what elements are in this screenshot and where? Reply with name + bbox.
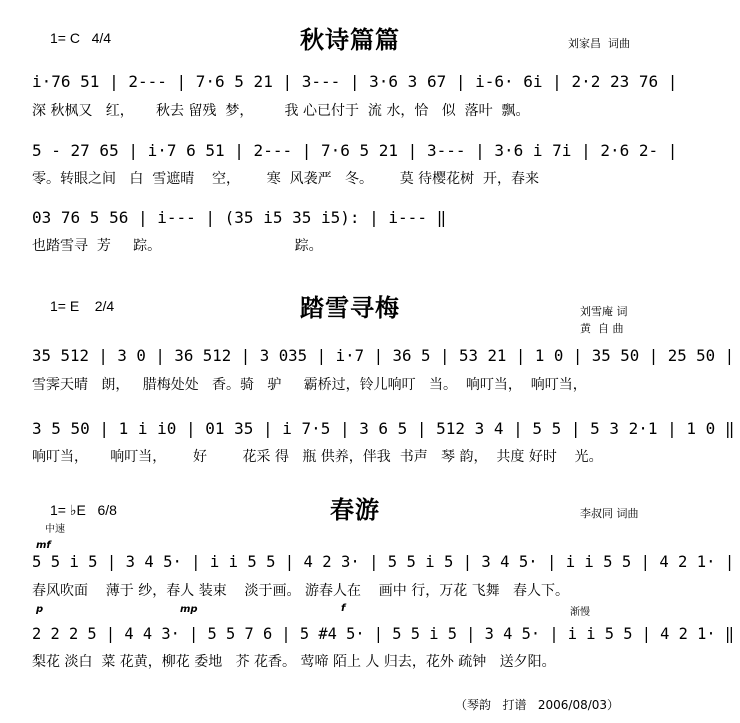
song1-row1-lyrics: 深 秋枫又 红， 秋去 留残 梦， 我 心已付于 流 水，恰 似 落叶 飘。	[32, 103, 530, 119]
song1-row3-notes: 03 76 5 56 | i--- | (35 i5 35 i5): | i--- ‖	[32, 208, 447, 227]
song2-key: 1= E 2/4	[50, 298, 115, 314]
song3-row1-notes: 5 5 i 5 | 3 4 5· | i i 5 5 | 4 2 3· | 5 5 i 5 | 3 4 5· | i i 5 5 | 4 2 1· |	[32, 552, 735, 571]
song3-title: 春游	[330, 496, 380, 524]
song3-credit: 李叔同 词曲	[580, 507, 639, 520]
song2-credit-lyrics: 刘雪庵 词	[580, 305, 628, 318]
song1-row3-lyrics: 也踏雪寻 芳 踪。 踪。	[32, 238, 323, 254]
song3-row2-lyrics: 梨花 淡白 菜 花黄，柳花 委地 芥 花香。 莺啼 陌上 人 归去，花外 疏钟 送夕阳。	[32, 654, 556, 670]
dynamic-rit: 渐慢	[570, 607, 590, 618]
song3-row1-lyrics: 春风吹面 薄于 纱，春人 装束 淡于画。 游春人在 画中 行，万花 飞舞 春人下。	[32, 583, 570, 599]
song1-row2-lyrics: 零。转眼之间 白 雪遮晴 空， 寒 风袭严 冬。 莫 待樱花树 开，春来	[32, 171, 540, 187]
dynamic-mp: mp	[180, 604, 198, 615]
song1-row2-notes: 5 - 27 65 | i·7 6 51 | 2--- | 7·6 5 21 | 3--- | 3·6 i 7i | 2·6 2- |	[32, 141, 678, 160]
song2-row1-lyrics: 雪霁天晴 朗， 腊梅处处 香。骑 驴 霸桥过，铃儿响叮 当。 响叮当， 响叮当，	[32, 377, 587, 393]
song2-row2-notes: 3 5 50 | 1 i i0 | 01 35 | i 7·5 | 3 6 5 | 512 3 4 | 5 5 | 5 3 2·1 | 1 0 ‖	[32, 419, 735, 438]
dynamic-f: f	[341, 603, 346, 614]
song1-key: 1= C 4/4	[50, 30, 112, 46]
dynamic-mf: mf	[36, 540, 51, 551]
song3-key: 1= ♭E 6/8	[50, 502, 117, 518]
song3-row2-notes: 2 2 2 5 | 4 4 3· | 5 5 7 6 | 5 #4 5· | 5 5 i 5 | 3 4 5· | i i 5 5 | 4 2 1· ‖	[32, 624, 735, 643]
song2-title: 踏雪寻梅	[300, 294, 400, 322]
song1-row1-notes: i·76 51 | 2--- | 7·6 5 21 | 3--- | 3·6 3 67 | i-6· 6i | 2·2 23 76 |	[32, 72, 678, 91]
song2-credit-music: 黄 自 曲	[580, 322, 624, 335]
song2-row1-notes: 35 512 | 3 0 | 36 512 | 3 035 | i·7 | 36 5 | 53 21 | 1 0 | 35 50 | 25 50 |	[32, 346, 735, 365]
song1-title: 秋诗篇篇	[300, 26, 400, 54]
song2-row2-lyrics: 响叮当， 响叮当， 好 花采 得 瓶 供养，伴我 书声 琴 韵， 共度 好时 光。	[32, 449, 603, 465]
dynamic-p: p	[36, 604, 44, 615]
song3-tempo: 中速	[45, 524, 65, 535]
song1-credit: 刘家昌 词曲	[568, 37, 630, 50]
footer-credit: （琴韵 打谱 2006/08/03）	[455, 698, 620, 712]
